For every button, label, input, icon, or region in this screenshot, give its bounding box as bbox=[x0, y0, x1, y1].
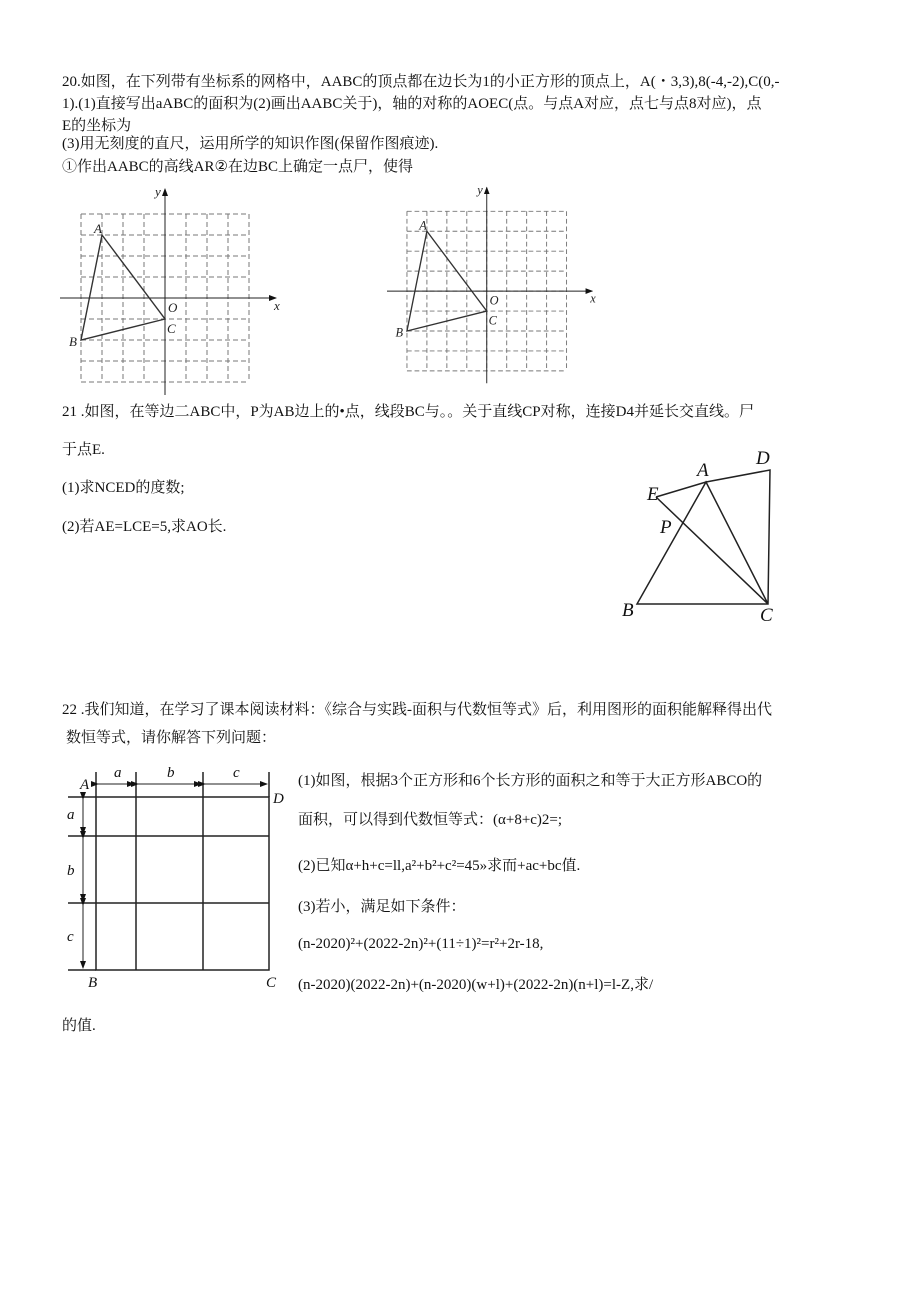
coordinate-grid-1 bbox=[60, 184, 280, 395]
label-y: y bbox=[155, 184, 161, 199]
q20-line1: 20.如图，在下列带有坐标系的网格中，AABC的顶点都在边长为1的小正方形的顶点上，A(・3,3),8(-4,-2),C(0,- bbox=[62, 74, 780, 90]
q22-line1: 22 .我们知道，在学习了课本阅读材料：《综合与实践-面积与代数恒等式》后，利用图形的面积能解释得出代 bbox=[62, 702, 772, 718]
sq-label-A: A bbox=[80, 777, 90, 793]
label-y: y bbox=[477, 183, 483, 198]
sq-label-b-top: b bbox=[167, 765, 175, 781]
q20-line2: 1).(1)直接写出aABC的面积为(2)画出AABC关于)，轴的对称的AOEC(点。与点A对应，点七与点8对应)，点 bbox=[62, 96, 762, 112]
label-C: C bbox=[760, 605, 773, 626]
label-x: x bbox=[274, 298, 280, 313]
q20-line5: ①作出AABC的高线AR②在边BC上确定一点尸，使得 bbox=[62, 159, 413, 175]
q20-line3: E的坐标为 bbox=[62, 118, 132, 134]
sq-label-b-left: b bbox=[67, 863, 75, 879]
label-A: A bbox=[94, 221, 102, 236]
label-A: A bbox=[419, 218, 427, 233]
sq-label-c-left: c bbox=[67, 929, 74, 945]
label-x: x bbox=[590, 291, 596, 306]
q21-line3: (1)求NCED的度数; bbox=[62, 480, 185, 496]
label-C: C bbox=[488, 313, 497, 328]
label-P: P bbox=[660, 517, 672, 538]
q22-eq1: (n-2020)²+(2022-2n)²+(11÷1)²=r²+2r-18, bbox=[298, 936, 544, 952]
sq-label-a-left: a bbox=[67, 807, 75, 823]
q22-p3: (3)若小，满足如下条件： bbox=[298, 899, 466, 915]
q22-p1a: (1)如图，根据3个正方形和6个长方形的面积之和等于大正方形ABCO的 bbox=[298, 773, 763, 789]
sq-label-c-top: c bbox=[233, 765, 240, 781]
sq-label-D: D bbox=[273, 791, 284, 807]
label-B: B bbox=[622, 600, 634, 621]
q22-line2: 数恒等式，请你解答下列问题： bbox=[66, 730, 277, 746]
coordinate-grid-2 bbox=[387, 183, 596, 383]
q20-line4: (3)用无刻度的直尺，运用所学的知识作图(保留作图痕迹). bbox=[62, 136, 439, 152]
q22-eq2: (n-2020)(2022-2n)+(n-2020)(w+l)+(2022-2n)(n+l)=l-Z,求/ bbox=[298, 977, 654, 993]
q21-line2: 于点E. bbox=[62, 442, 105, 458]
q22-tail: 的值. bbox=[62, 1018, 96, 1034]
q22-p2: (2)已知α+h+c=ll,a²+b²+c²=45»求而+ac+bc值. bbox=[298, 858, 581, 874]
label-B: B bbox=[69, 334, 77, 349]
label-A: A bbox=[697, 460, 709, 481]
label-E: E bbox=[647, 484, 659, 505]
label-C: C bbox=[167, 321, 176, 336]
sq-label-C: C bbox=[266, 975, 277, 991]
label-O: O bbox=[168, 300, 178, 315]
q21-line1: 21 .如图，在等边二ABC中，P为AB边上的•点，线段BC与。。关于直线CP对称，连接D4并延长交直线。尸 bbox=[62, 404, 754, 420]
label-B: B bbox=[395, 325, 404, 340]
label-D: D bbox=[756, 448, 770, 469]
sq-label-a-top: a bbox=[114, 765, 122, 781]
q22-p1b: 面积，可以得到代数恒等式：(α+8+c)2=; bbox=[298, 812, 563, 828]
q21-line4: (2)若AE=LCE=5,求AO长. bbox=[62, 519, 227, 535]
sq-label-B: B bbox=[88, 975, 98, 991]
label-O: O bbox=[489, 293, 499, 308]
square-figure bbox=[68, 772, 269, 970]
